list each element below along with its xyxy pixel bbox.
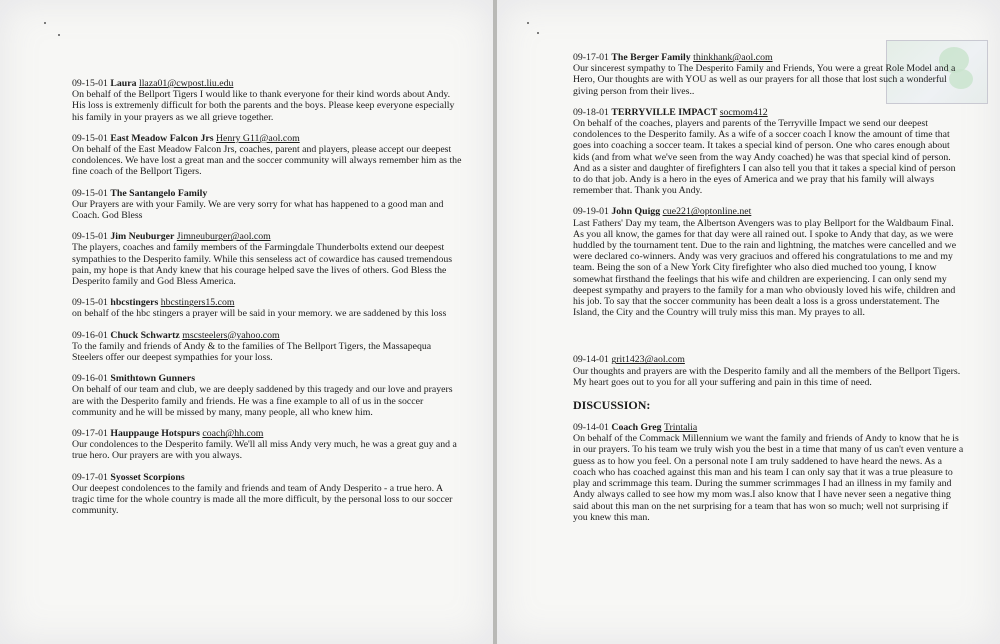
entry-author: Hauppauge Hotspurs [110, 428, 200, 440]
entry-message: on behalf of the hbc stingers a prayer will be said in your memory. we are saddened by this loss [72, 308, 447, 320]
entry-email-link[interactable]: thinkhank@aol.com [693, 52, 773, 63]
entry-header [573, 52, 965, 63]
entry-message: To the family and friends of Andy & to the families of The Bellport Tigers, the Massapequa Steelers offer our deepest sympathies for your loss. [72, 340, 432, 364]
entry-date: 09-19-01 [573, 206, 609, 218]
entry-email-link[interactable]: coach@hh.com [202, 428, 264, 440]
right-entries-column [573, 52, 965, 533]
entry-author: Laura [110, 78, 137, 89]
guestbook-entry [72, 428, 464, 462]
entry-message: Our Prayers are with your Family. We are very sorry for what has happened to a good man and Coach. God Bless [72, 198, 444, 222]
left-entries-column [72, 78, 464, 527]
entry-email-link[interactable]: Henry G11@aol.com [215, 132, 300, 144]
entry-header [573, 354, 965, 365]
entry-message: On behalf of the coaches, players and parents of the Terryville Impact we send our deepest condolences to the Desperito family. As a wife of a soccer coach I know the amount of time that goes into coaching a soccer team. It takes a special kind of person. One who cares enough about kids (and from what we've seen from the way Andy coached) he was that special kind of person. And as a sister and daughter of firefighters I can also tell you that it takes a special kind of person to do that job. Andy is a hero in the eyes of America and we pray that his family will always remember that. Thank you Andy. [573, 118, 956, 197]
entry-date: 09-14-01 [573, 422, 609, 434]
entry-email-link[interactable]: Trintalia [663, 422, 698, 434]
entry-header [573, 422, 965, 433]
discussion-heading: DISCUSSION: [573, 398, 651, 413]
entry-message: Our condolences to the Desperito family. We'll all miss Andy very much, he was a great guy and a true hero. Our prayers are with you always. [72, 439, 457, 462]
guestbook-entry [573, 107, 965, 197]
entry-author: Coach Greg [611, 422, 662, 434]
entry-header [573, 107, 965, 118]
entry-date: 09-15-01 [72, 187, 108, 199]
guestbook-entry [72, 330, 464, 364]
entry-message: The players, coaches and family members of the Farmingdale Thunderbolts extend our deepest sympathies to the Desperito family. While this senseless act of cowardice has caused tremendous pain, my hope is that Andy knew that his courage helped save the lives of others. God Bless the Desperito family and God Bless America. [72, 242, 453, 288]
entry-message: Our sincerest sympathy to The Desperito Family and Friends, You were a great Role Model and a Hero, Our thoughts are with YOU as well as our prayers for all those that lost such a wonderful giving person from their lives.. [573, 63, 956, 97]
entry-header [72, 373, 464, 384]
entry-message: Our deepest condolences to the family and friends and team of Andy Desperito - a true hero. A tragic time for the whole country is made all the more difficult, by the personal loss to our soccer community. [72, 482, 453, 517]
entry-email-link[interactable]: Jimneuburger@aol.com [176, 231, 271, 243]
entry-author: East Meadow Falcon Jrs [110, 132, 214, 144]
entry-author: The Santangelo Family [110, 187, 208, 199]
entry-header [72, 133, 464, 144]
entry-email-link[interactable]: grit1423@aol.com [611, 354, 685, 366]
guestbook-entry [573, 422, 965, 523]
entry-date: 09-16-01 [72, 373, 108, 385]
entry-email-link[interactable]: socmom412 [719, 106, 768, 118]
entry-date: 09-18-01 [573, 106, 609, 118]
guestbook-entry [72, 78, 464, 123]
guestbook-entry [72, 373, 464, 418]
entry-author: Syosset Scorpions [110, 471, 185, 483]
entry-date: 09-15-01 [72, 78, 108, 89]
guestbook-entry [573, 354, 965, 388]
guestbook-entry [72, 472, 464, 517]
entry-header [72, 330, 464, 341]
entry-author: John Quigg [611, 206, 661, 218]
entry-date: 09-15-01 [72, 132, 108, 144]
right-entries [573, 52, 965, 388]
entry-date: 09-17-01 [72, 428, 108, 440]
guestbook-entry [573, 52, 965, 97]
left-page [0, 0, 493, 644]
speck [44, 22, 46, 24]
entry-header [573, 206, 965, 217]
entry-header [72, 297, 464, 308]
entry-message: On behalf of the Commack Millennium we want the family and friends of Andy to know that he is in our prayers. To his team we truly wish you the best in a time that many of us can't even venture a guess as to how you feel. On a personal note I am truly saddened to have heard the news. As a coach who has coached against this man and his team I can only say that it was a true pleasure to play and scrimmage this team. During the summer scrimmages I had an illness in my family and Andy always called to see how my mom was.I also know that I have never seen a negative thing said about this man on the net surprising for a team that has won so much; well not surprising if you knew this man. [573, 433, 964, 523]
entry-date: 09-16-01 [72, 329, 108, 341]
guestbook-entry [72, 231, 464, 287]
guestbook-entry [72, 188, 464, 222]
guestbook-entry [72, 297, 464, 319]
entry-message: On behalf of the East Meadow Falcon Jrs, coaches, parent and players, please accept our deepest condolences. We have lost a great man and the soccer community will always remember him as the fine coach of the Bellport Tigers. [72, 144, 462, 178]
entry-email-link[interactable]: hbcstingers15.com [160, 297, 235, 309]
entry-date: 09-17-01 [72, 471, 108, 483]
guestbook-entry [573, 206, 965, 318]
entry-header [72, 188, 464, 199]
entry-author: TERRYVILLE IMPACT [611, 106, 718, 118]
entry-date: 09-15-01 [72, 231, 108, 243]
entry-header [72, 472, 464, 483]
entry-header [72, 78, 464, 89]
entry-author: The Berger Family [611, 52, 691, 63]
entry-message: Last Fathers' Day my team, the Albertson Avengers was to play Bellport for the Waldbaum Final. As you all know, the games for that day were all rained out. I spoke to Andy that day, as we were huddled by the tournament tent. Due to the rain and lightning, the matches were cancelled and we were declared co-winners. Andy was very graciuos and offered his congratulations to me and my team. Being the son of a New York City firefighter who also died muched too young, I know somewhat firsthand the feelings that his wife and children are experiencing. I can only send my deepest sympathy and prayers to the family for a man who obviously loved his wife, children and his job. To say that the soccer community has been dealt a loss is a gross understatement. The Island, the City and the Country will truly miss this man. My prayes to all. [573, 217, 957, 319]
right-page [497, 0, 1000, 644]
entry-author: Chuck Schwartz [110, 329, 180, 341]
entry-email-link[interactable]: mscsteelers@yahoo.com [182, 329, 280, 341]
speck [58, 34, 60, 36]
entry-message: On behalf of the Bellport Tigers I would like to thank everyone for their kind words about Andy. His loss is extremenly difficult for both the parents and the boys. Please keep everyone especially his family in your prayers as we all grieve together. [72, 89, 455, 123]
discussion-entries [573, 422, 965, 523]
entry-author: Jim Neuburger [110, 231, 175, 243]
entry-header [72, 231, 464, 242]
blank-space [573, 328, 965, 354]
entry-author: hbcstingers [110, 297, 159, 309]
entry-date: 09-17-01 [573, 52, 609, 63]
entry-author: Smithtown Gunners [110, 373, 196, 385]
entry-date: 09-14-01 [573, 354, 609, 366]
guestbook-entry [72, 133, 464, 178]
entry-email-link[interactable]: cue221@optonline.net [662, 206, 752, 218]
speck [537, 32, 539, 34]
entry-message: On behalf of our team and club, we are deeply saddened by this tragedy and our love and prayers are with the Desperito family and friends. He was a fine example to all of us in the soccer community and he will be missed by many, many people, all who knew him. [72, 384, 453, 418]
entry-header [72, 428, 464, 439]
speck [527, 22, 529, 24]
entry-date: 09-15-01 [72, 297, 108, 309]
entry-message: Our thoughts and prayers are with the Desperito family and all the members of the Bellport Tigers. My heart goes out to you for all your suffering and pain in this time of need. [573, 365, 961, 388]
entry-email-link[interactable]: llaza01@cwpost.liu.edu [138, 78, 234, 89]
